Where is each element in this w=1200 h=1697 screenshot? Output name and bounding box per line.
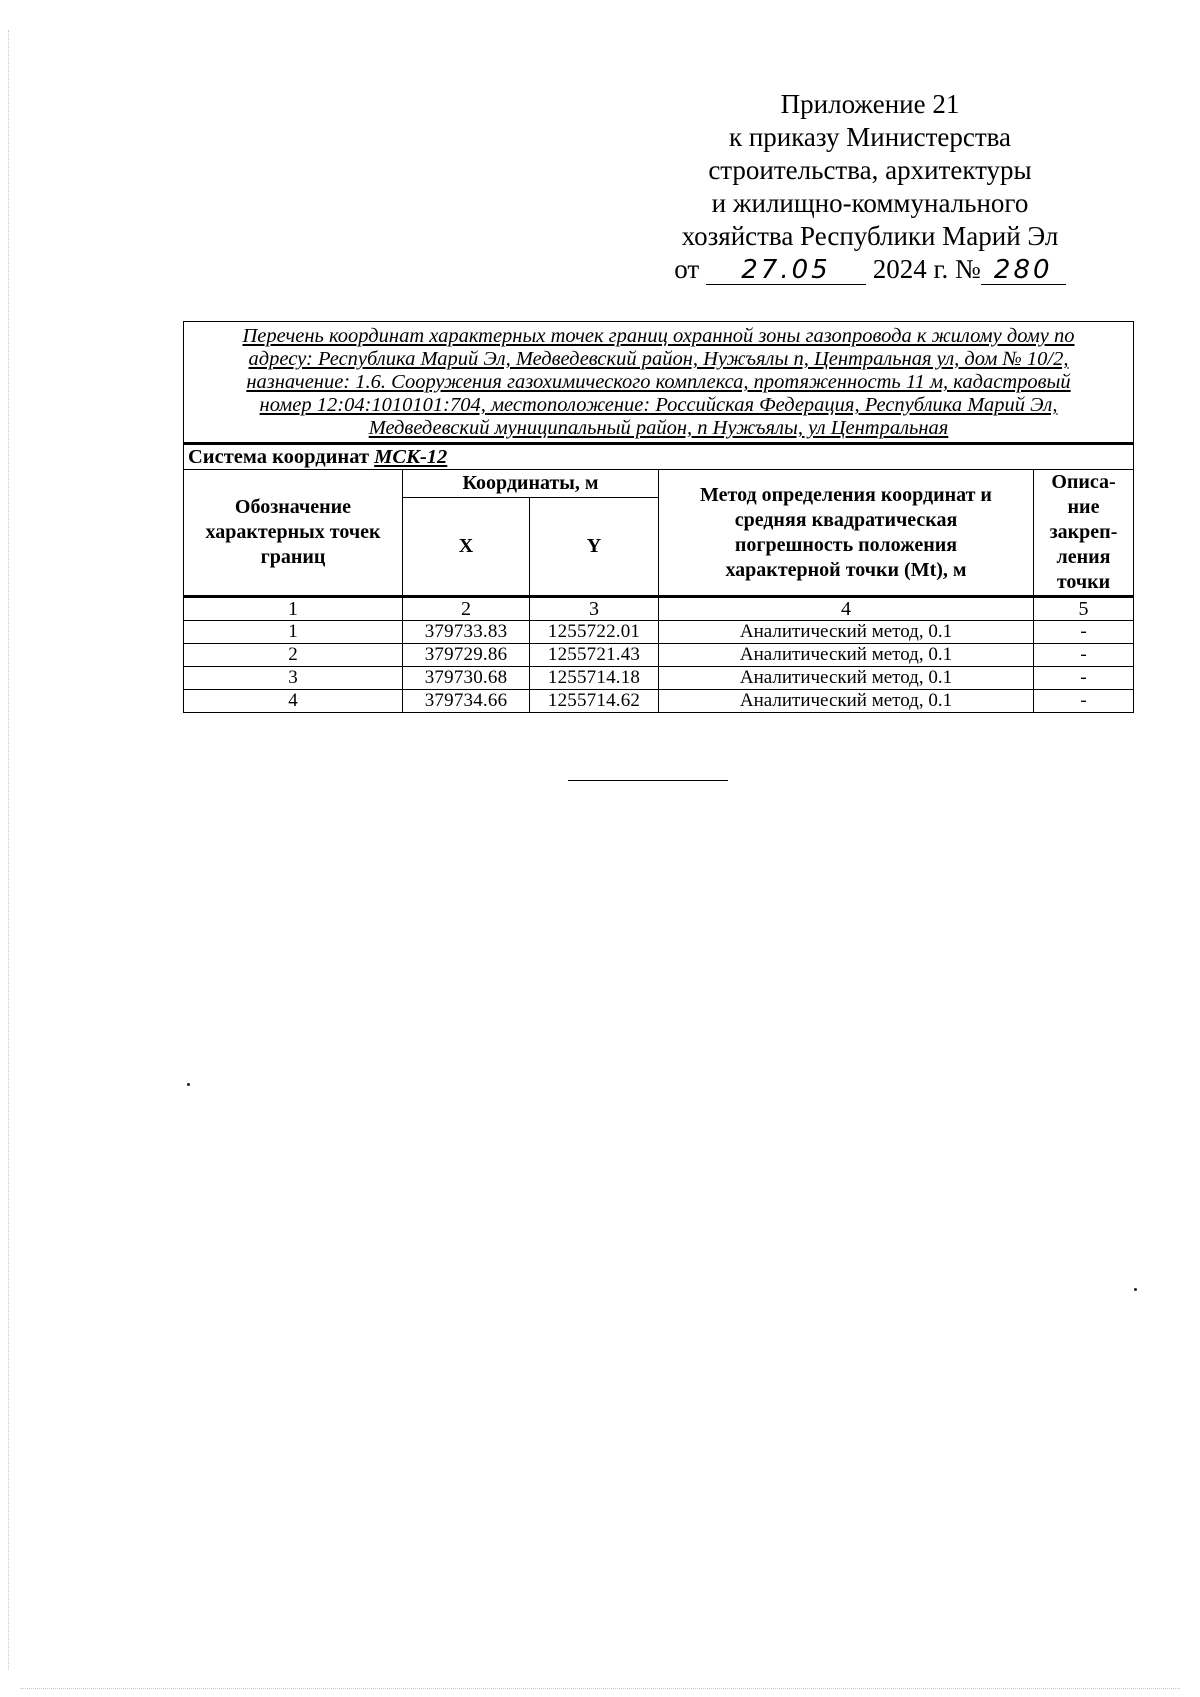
description-value: - xyxy=(1034,690,1134,713)
appendix-line-4: и жилищно-коммунального xyxy=(711,188,1029,218)
header-method xyxy=(659,470,1034,597)
coord-x: 379729.86 xyxy=(403,644,530,667)
header-text: Метод определения координат и xyxy=(700,483,992,506)
coordinates-table xyxy=(183,321,1134,713)
header-y: Y xyxy=(530,498,659,597)
coord-y: 1255714.18 xyxy=(530,667,659,690)
caption-line: назначение: 1.6. Сооружения газохимического комплекса, протяженность 11 м, кадастровый xyxy=(246,371,1071,393)
header-text: характерных точек xyxy=(205,521,381,543)
header-x: X xyxy=(403,498,530,597)
column-number: 4 xyxy=(659,597,1034,621)
date-prefix: от xyxy=(674,254,700,284)
header-coordinates: Координаты, м xyxy=(403,470,659,498)
method-value: Аналитический метод, 0.1 xyxy=(659,690,1034,713)
appendix-line-3: строительства, архитектуры xyxy=(708,155,1032,185)
header-text: погрешность положения xyxy=(734,533,958,556)
caption-line: Перечень координат характерных точек границ охранной зоны газопровода к жилому дому по xyxy=(242,325,1075,347)
header-text: ние xyxy=(1067,496,1100,518)
header-text: границ xyxy=(260,546,326,568)
point-id: 3 xyxy=(184,667,403,690)
appendix-header xyxy=(650,88,1090,286)
column-number: 3 xyxy=(530,597,659,621)
column-number: 1 xyxy=(184,597,403,621)
scan-speck xyxy=(187,1083,190,1086)
header-text: ления xyxy=(1056,546,1111,568)
coord-x: 379733.83 xyxy=(403,621,530,644)
order-date-field xyxy=(706,255,866,285)
table-caption xyxy=(184,322,1134,444)
system-row xyxy=(184,444,1134,470)
method-value: Аналитический метод, 0.1 xyxy=(659,621,1034,644)
appendix-title: Приложение 21 xyxy=(780,89,960,119)
caption-row xyxy=(184,322,1134,444)
header-text: точки xyxy=(1056,571,1111,593)
point-id: 4 xyxy=(184,690,403,713)
scan-bottom-artifact xyxy=(20,1688,1180,1689)
order-date-handwritten: 27.05 xyxy=(741,255,831,285)
table-row xyxy=(184,690,1134,713)
point-id: 2 xyxy=(184,644,403,667)
caption-line: номер 12:04:1010101:704, местоположение: Российская Федерация, Республика Марий Эл, xyxy=(259,394,1058,416)
table-row xyxy=(184,621,1134,644)
point-id: 1 xyxy=(184,621,403,644)
order-date-line xyxy=(650,253,1090,286)
coord-y: 1255721.43 xyxy=(530,644,659,667)
scan-edge-artifact xyxy=(8,30,9,1670)
description-value: - xyxy=(1034,644,1134,667)
coord-x: 379734.66 xyxy=(403,690,530,713)
coord-x: 379730.68 xyxy=(403,667,530,690)
column-number-row xyxy=(184,597,1134,621)
description-value: - xyxy=(1034,621,1134,644)
header-description xyxy=(1034,470,1134,597)
header-row-1 xyxy=(184,470,1134,498)
column-number: 5 xyxy=(1034,597,1134,621)
header-designation xyxy=(184,470,403,597)
method-value: Аналитический метод, 0.1 xyxy=(659,644,1034,667)
header-text: закреп- xyxy=(1049,521,1118,543)
caption-line: Медведевский муниципальный район, п Нужъялы, ул Центральная xyxy=(368,417,949,439)
table-row xyxy=(184,667,1134,690)
system-label: Система координат xyxy=(188,446,370,468)
year-text: 2024 г. № xyxy=(872,254,981,284)
coord-y: 1255714.62 xyxy=(530,690,659,713)
caption-line: адресу: Республика Марий Эл, Медведевский район, Нужъялы п, Центральная ул, дом № 10/2, xyxy=(248,348,1069,370)
header-text: Обозначение xyxy=(234,496,352,518)
coordinate-system xyxy=(184,444,1134,470)
system-value: МСК-12 xyxy=(374,446,448,468)
method-value: Аналитический метод, 0.1 xyxy=(659,667,1034,690)
header-text: характерной точки (Mt), м xyxy=(725,558,967,581)
order-number-field xyxy=(981,255,1066,285)
description-value: - xyxy=(1034,667,1134,690)
header-text: Описа- xyxy=(1051,471,1116,493)
appendix-line-5: хозяйства Республики Марий Эл xyxy=(681,221,1059,251)
order-number-handwritten: 280 xyxy=(993,255,1053,285)
column-number: 2 xyxy=(403,597,530,621)
scan-speck xyxy=(1134,1288,1137,1291)
coord-y: 1255722.01 xyxy=(530,621,659,644)
header-text: средняя квадратическая xyxy=(734,508,958,531)
table-row xyxy=(184,644,1134,667)
appendix-line-2: к приказу Министерства xyxy=(728,122,1012,152)
end-divider xyxy=(568,780,728,781)
